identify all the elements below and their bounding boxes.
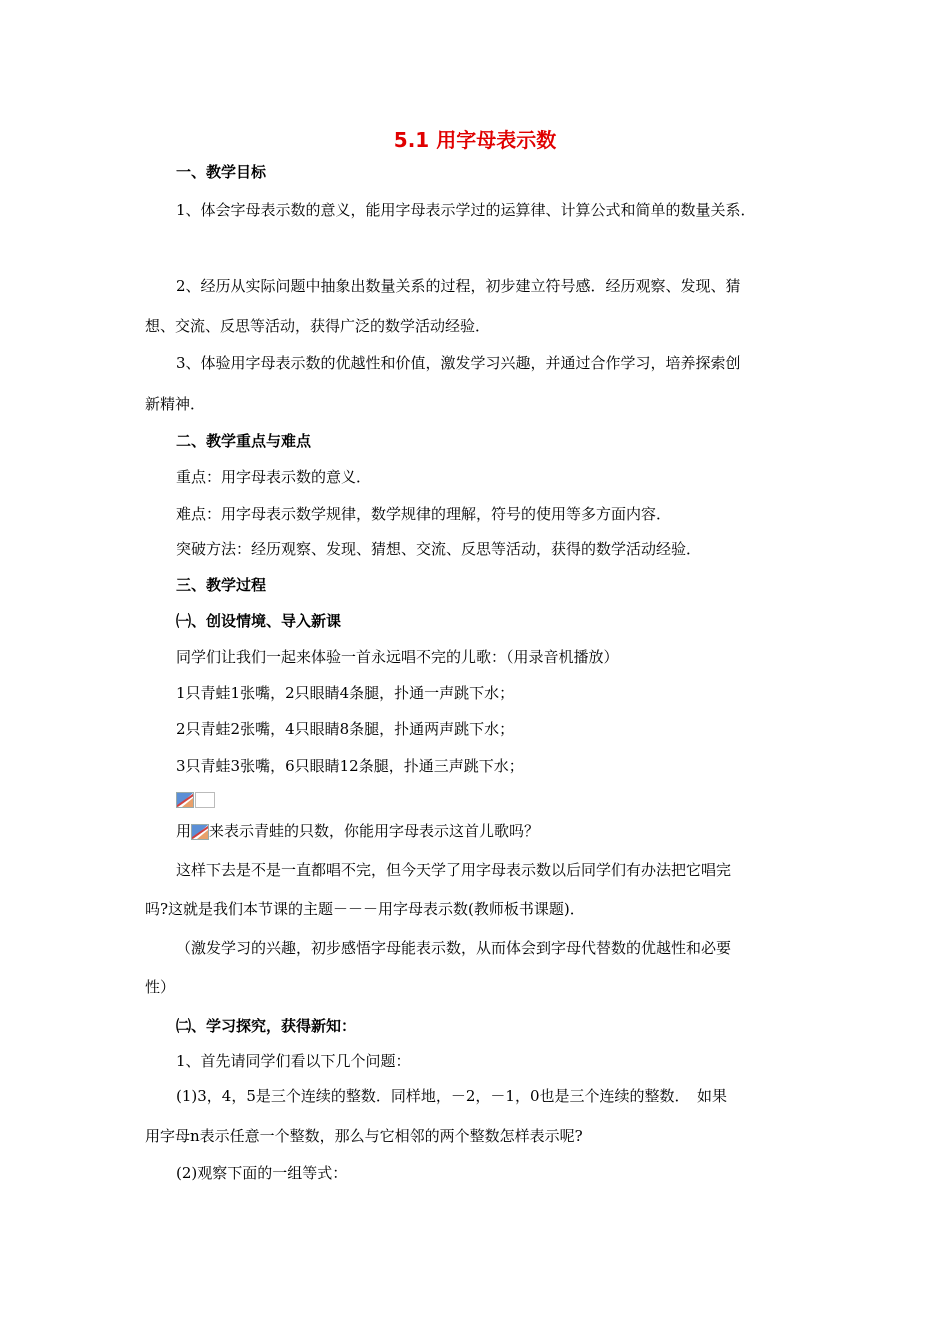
text-run: 用 — [176, 822, 192, 840]
paragraph: 新精神． — [145, 395, 206, 413]
paragraph: 2、经历从实际问题中抽象出数量关系的过程，初步建立符号感．经历观察、发现、猜 — [176, 277, 741, 295]
paragraph: 3、体验用字母表示数的优越性和价值，激发学习兴趣，并通过合作学习，培养探索创 — [176, 354, 741, 372]
paragraph: (1)3，4，5是三个连续的整数．同样地，－2，－1，0也是三个连续的整数． 如果 — [176, 1087, 728, 1105]
paragraph: 性） — [145, 978, 176, 996]
subsection-heading-explore: ㈡、学习探究，获得新知： — [176, 1017, 357, 1035]
song-line: 2只青蛙2张嘴，4只眼睛8条腿，扑通两声跳下水； — [176, 720, 515, 738]
paragraph: 1、体会字母表示数的意义，能用字母表示学过的运算律、计算公式和简单的数量关系． — [176, 201, 756, 219]
broken-image-icon — [191, 824, 209, 840]
image-frame — [195, 792, 215, 808]
section-heading-process: 三、教学过程 — [176, 576, 267, 594]
paragraph: 难点：用字母表示数学规律，数学规律的理解，符号的使用等多方面内容． — [176, 505, 672, 523]
subsection-heading-intro: ㈠、创设情境、导入新课 — [176, 612, 342, 630]
section-heading-objectives: 一、教学目标 — [176, 163, 267, 181]
broken-image-icon — [176, 792, 194, 808]
paragraph: 这样下去是不是一直都唱不完，但今天学了用字母表示数以后同学们有办法把它唱完 — [176, 861, 732, 879]
paragraph-with-image — [176, 821, 539, 841]
page-title: 5.1 用字母表示数 — [393, 128, 557, 152]
paragraph: （激发学习的兴趣，初步感悟字母能表示数，从而体会到字母代替数的优越性和必要 — [176, 939, 732, 957]
paragraph: 重点：用字母表示数的意义． — [176, 468, 372, 486]
text-run: 来表示青蛙的只数，你能用字母表示这首儿歌吗？ — [209, 822, 540, 840]
song-line: 3只青蛙3张嘴，6只眼睛12条腿，扑通三声跳下水； — [176, 757, 524, 775]
paragraph: 吗?这就是我们本节课的主题－－－用字母表示数(教师板书课题)． — [145, 900, 585, 918]
paragraph: 想、交流、反思等活动，获得广泛的数学活动经验． — [145, 317, 491, 335]
paragraph: 突破方法：经历观察、发现、猜想、交流、反思等活动，获得的数学活动经验． — [176, 540, 702, 558]
paragraph: 同学们让我们一起来体验一首永远唱不完的儿歌：（用录音机播放） — [176, 648, 619, 666]
paragraph: 用字母n表示任意一个整数，那么与它相邻的两个整数怎样表示呢? — [145, 1127, 583, 1145]
paragraph: (2)观察下面的一组等式： — [176, 1164, 348, 1182]
paragraph: 1、首先请同学们看以下几个问题： — [176, 1052, 411, 1070]
song-line: 1只青蛙1张嘴，2只眼睛4条腿，扑通一声跳下水； — [176, 684, 515, 702]
section-heading-key-points: 二、教学重点与难点 — [176, 432, 312, 450]
broken-image-placeholder — [176, 789, 215, 809]
